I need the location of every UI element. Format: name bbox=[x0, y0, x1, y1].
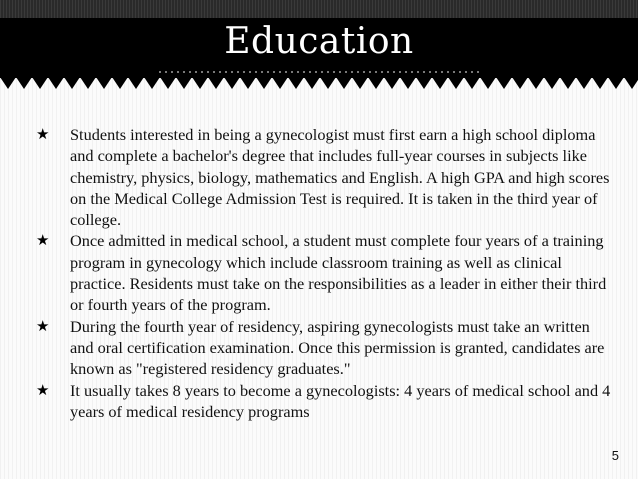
bullet-item bbox=[36, 230, 611, 315]
texture-strip bbox=[0, 0, 638, 18]
bullet-text: Students interested in being a gynecologist must first earn a high school diploma and complete a bachelor's degree that includes full-year courses in subjects like chemistry, physics, biology, mathematics and English. A high GPA and high scores on the Medical College Admission Test is required. It is taken in the third year of college. bbox=[70, 125, 610, 230]
bullet-item bbox=[36, 316, 611, 380]
star-icon: ★ bbox=[36, 125, 50, 143]
bullet-text: Once admitted in medical school, a student must complete four years of a training program in gynecology which include classroom training as well as clinical practice. Residents must take on the responsibilities as a leader in either their third or fourth years of the program. bbox=[70, 231, 607, 315]
page-number: 5 bbox=[611, 448, 619, 463]
star-icon: ★ bbox=[36, 380, 50, 399]
zigzag-path bbox=[0, 77, 638, 89]
bullet-text: During the fourth year of residency, aspiring gynecologists must take an written and oral certification examination. Once this permission is granted, candidates are known as "registered residency graduates." bbox=[70, 316, 605, 379]
star-icon: ★ bbox=[36, 231, 50, 250]
zigzag-edge bbox=[0, 77, 638, 97]
bullet-text: It usually takes 8 years to become a gynecologists: 4 years of medical school and 4 years of medical residency programs bbox=[70, 380, 611, 421]
bullet-item bbox=[36, 124, 611, 230]
star-icon: ★ bbox=[36, 316, 50, 335]
bullet-item bbox=[36, 380, 611, 423]
bullet-list bbox=[36, 124, 611, 422]
title-dotted-divider bbox=[157, 71, 479, 73]
slide-title: Education bbox=[224, 21, 414, 62]
